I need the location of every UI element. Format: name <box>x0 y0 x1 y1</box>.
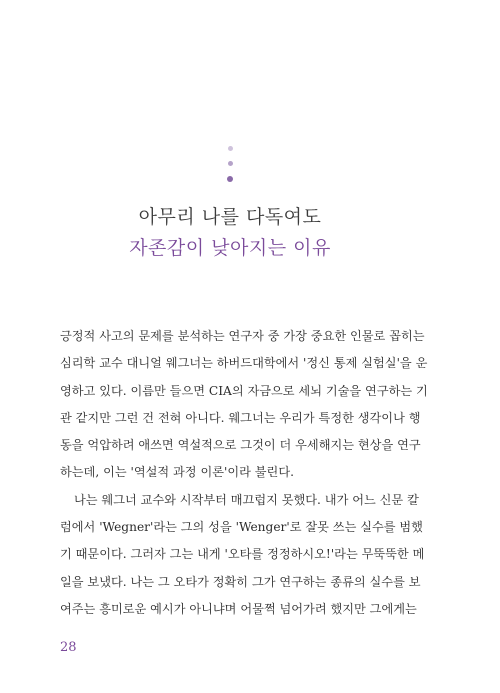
dot-ornament <box>228 146 233 151</box>
text-line: 긍정적 사고의 문제를 분석하는 연구자 중 가장 중요한 인물로 꼽히는 <box>60 329 425 343</box>
text-line: 심리학 교수 대니얼 웨그너는 하버드대학에서 '정신 통제 실험실'을 운 <box>60 356 428 371</box>
text-line: 나는 웨그너 교수와 시작부터 매끄럽지 못했다. 내가 어느 신문 칼 <box>74 492 419 507</box>
text-line: 동을 억압하려 애쓰면 역설적으로 그것이 더 우세해지는 현상을 연구 <box>60 438 421 453</box>
text-line: 기 때문이다. 그러자 그는 내게 '오타를 정정하시오!'라는 무뚝뚝한 메 <box>60 547 425 562</box>
text-line: 여주는 흥미로운 예시가 아니냐며 어물쩍 넘어가려 했지만 그에게는 <box>60 601 417 616</box>
dot-ornament <box>227 176 233 182</box>
chapter-title-line-2: 자존감이 낮아지는 이유 <box>129 237 331 259</box>
body-text <box>60 323 428 623</box>
chapter-title-line-1: 아무리 나를 다독여도 <box>138 206 322 228</box>
text-line: 럼에서 'Wegner'라는 그의 성을 'Wenger'로 잘못 쓰는 실수를 범했 <box>60 520 423 535</box>
text-line: 영하고 있다. 이름만 들으면 CIA의 자금으로 세뇌 기술을 연구하는 기 <box>60 383 428 398</box>
text-line: 하는데, 이는 '역설적 과정 이론'이라 불린다. <box>60 465 294 480</box>
text-line: 일을 보냈다. 나는 그 오타가 정확히 그가 연구하는 종류의 실수를 보 <box>60 574 421 589</box>
decorative-dots <box>226 146 234 192</box>
dot-ornament <box>228 161 233 166</box>
text-line: 관 같지만 그런 건 전혀 아니다. 웨그너는 우리가 특정한 생각이나 행 <box>60 410 421 425</box>
page-number: 28 <box>60 640 77 655</box>
